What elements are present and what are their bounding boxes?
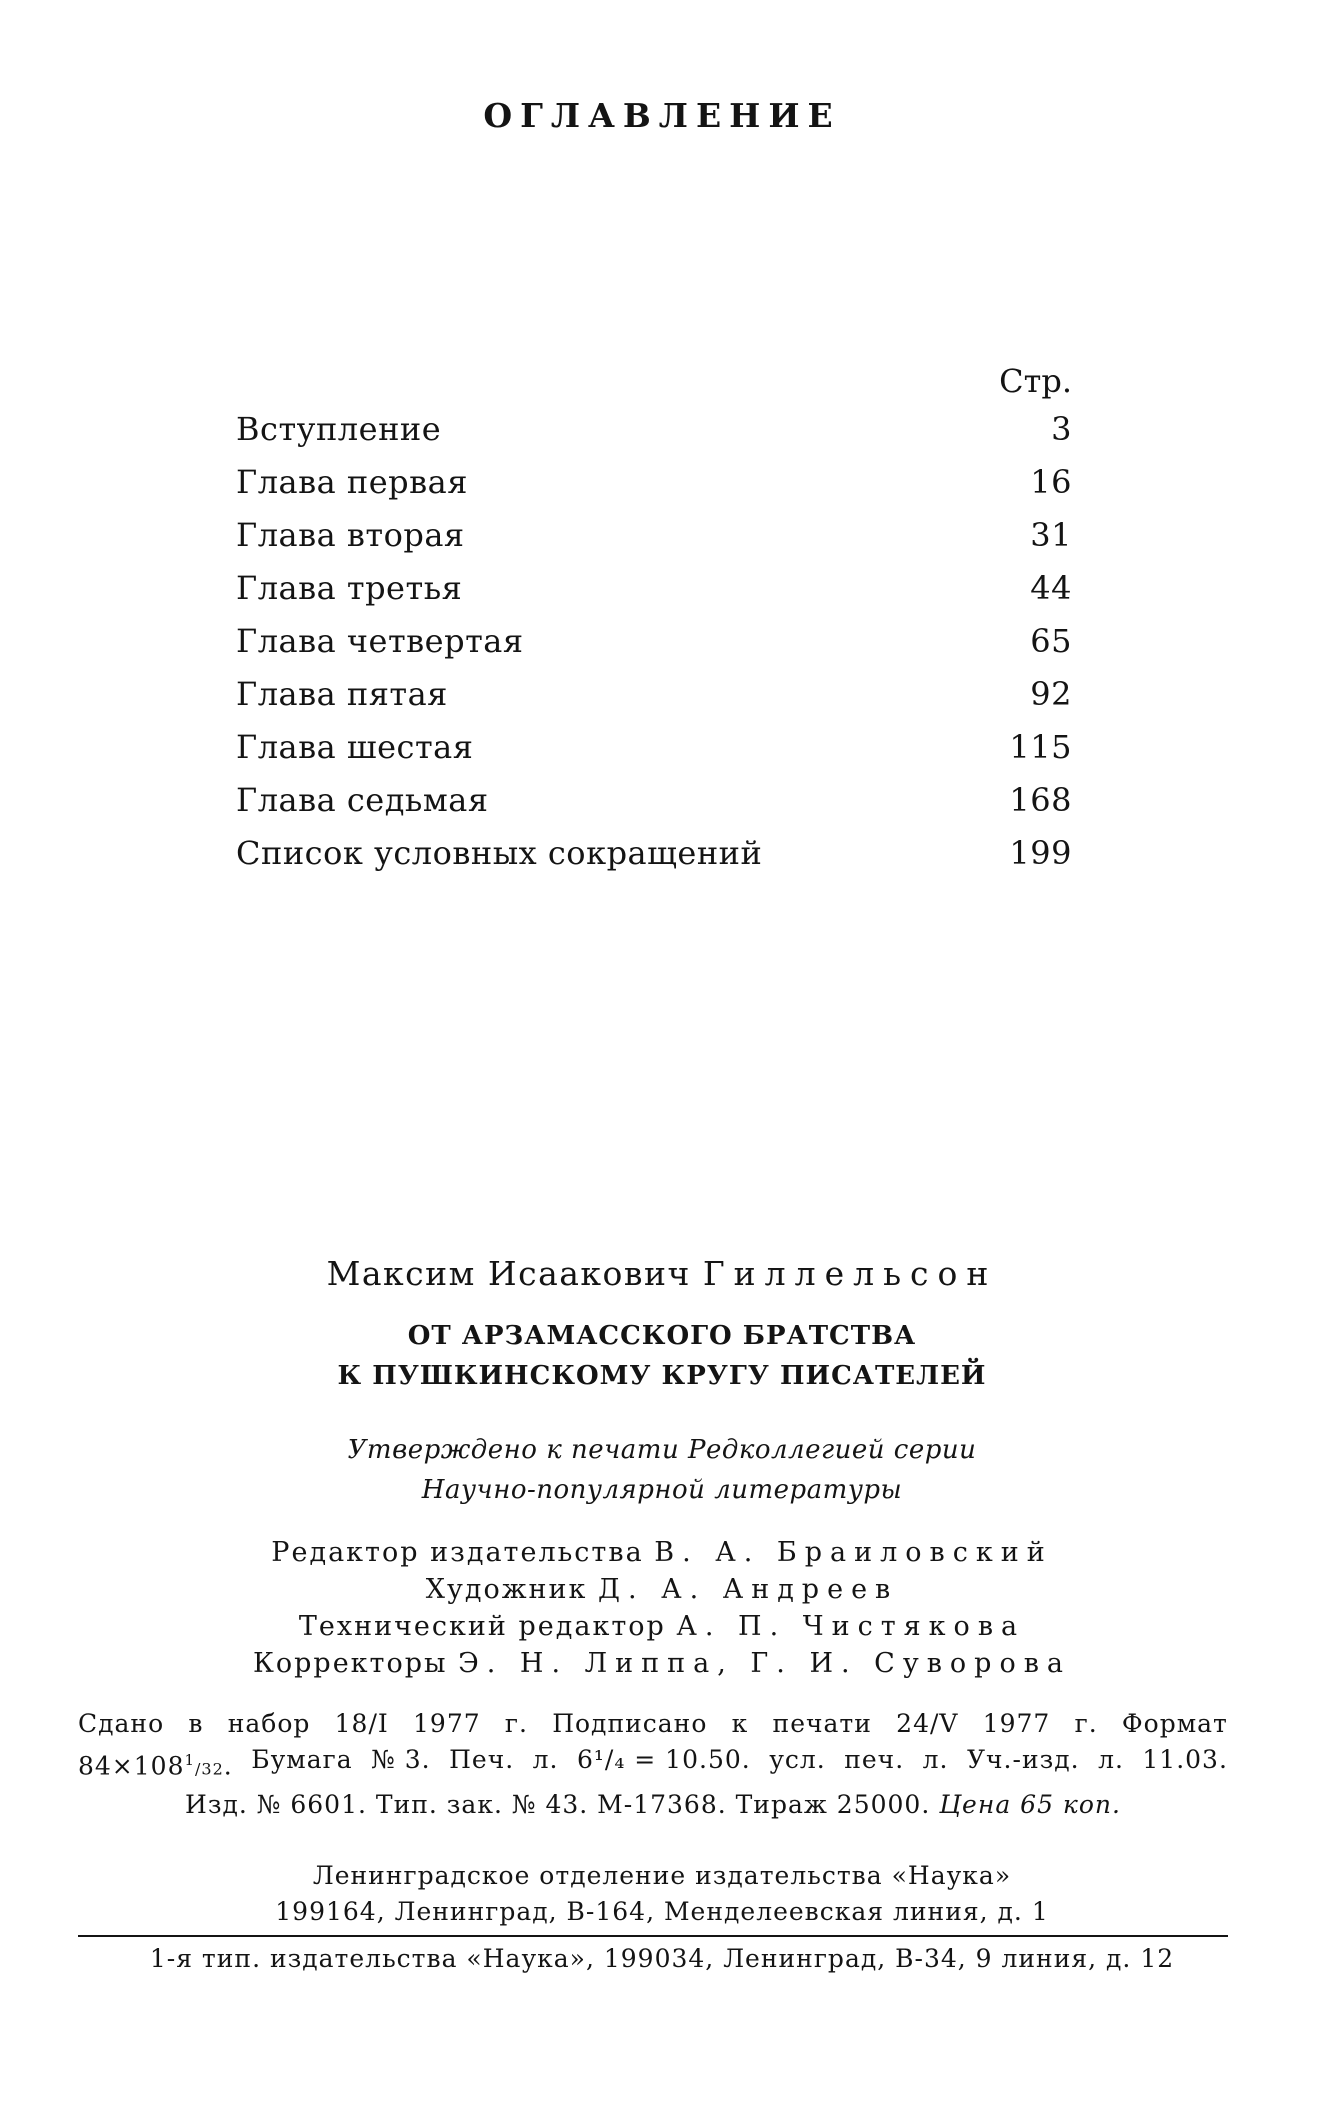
book-title-line: ОТ АРЗАМАССКОГО БРАТСТВА [407, 1321, 917, 1351]
imprint-format-sub: /32 [195, 1759, 224, 1779]
toc-entry [236, 834, 1072, 886]
imprint-word: № 3. [371, 1745, 431, 1774]
toc-entry-title: Глава пятая [236, 675, 448, 713]
imprint-word: печати [772, 1709, 872, 1738]
publisher-address: 199164, Ленинград, В-164, Менделеевская линия, д. 1 [275, 1897, 1049, 1926]
imprint-word: 18/I [334, 1709, 389, 1738]
credit-name: Э. Н. Липпа, Г. И. Суворова [458, 1648, 1072, 1679]
author-line [0, 1254, 1324, 1293]
imprint-format: $84\times 108^1/32$. [78, 1751, 233, 1781]
toc-entry-page: 16 [1030, 463, 1072, 501]
approval-line: Научно-популярной литературы [421, 1475, 903, 1505]
toc-entry [236, 728, 1072, 780]
imprint-word: Подписано [552, 1709, 708, 1738]
toc-entry-title: Глава седьмая [236, 781, 489, 819]
imprint-word: 11.03. [1142, 1745, 1228, 1774]
credit-name: В. А. Браиловский [654, 1537, 1053, 1568]
divider-rule [78, 1935, 1228, 1937]
toc-entry-title: Глава шестая [236, 728, 474, 766]
imprint-word: печ. [844, 1745, 905, 1774]
toc-entry-title: Глава вторая [236, 516, 465, 554]
book-title [0, 1316, 1324, 1396]
toc-entry-page: 92 [1030, 675, 1072, 713]
toc-entry-page: 199 [1009, 834, 1072, 872]
imprint-word: Печ. [449, 1745, 515, 1774]
imprint-format-sup: 1 [184, 1751, 196, 1769]
imprint-word: г. [504, 1709, 528, 1738]
imprint-block [78, 1706, 1228, 1823]
toc-entry [236, 410, 1072, 462]
imprint-line [78, 1742, 1228, 1787]
toc-entry [236, 675, 1072, 727]
toc-entry [236, 781, 1072, 833]
publisher-block [0, 1858, 1324, 1930]
imprint-word: л. [1098, 1745, 1124, 1774]
toc-entry-title: Список условных сокращений [236, 834, 763, 872]
imprint-word: 1977 [982, 1709, 1051, 1738]
imprint-word: г. [1074, 1709, 1098, 1738]
toc-heading: ОГЛАВЛЕНИЕ [483, 96, 841, 135]
imprint-word: Бумага [251, 1745, 353, 1774]
imprint-word: Формат [1121, 1709, 1228, 1738]
credit-role: Редактор издательства [271, 1537, 644, 1568]
imprint-word: л. [532, 1745, 559, 1774]
author-given-names: Максим Исаакович [326, 1254, 691, 1293]
imprint-word: 1977 [413, 1709, 481, 1738]
imprint-word: л. [922, 1745, 949, 1774]
toc-entry-title: Глава третья [236, 569, 463, 607]
toc-entry-title: Вступление [236, 410, 442, 448]
imprint-word: набор [227, 1709, 311, 1738]
imprint-price: Цена 65 коп. [939, 1790, 1121, 1820]
imprint-word: усл. [769, 1745, 826, 1774]
toc-entry [236, 569, 1072, 621]
toc-entry [236, 516, 1072, 568]
credit-editor [0, 1534, 1324, 1571]
toc-entry-page: 65 [1030, 622, 1072, 660]
toc-entry-page: 168 [1009, 781, 1072, 819]
imprint-word: 24/V [896, 1709, 959, 1738]
credit-proofreaders [0, 1645, 1324, 1682]
credit-name: Д. А. Андреев [598, 1574, 899, 1605]
credit-technical-editor [0, 1608, 1324, 1645]
credit-name: А. П. Чистякова [676, 1611, 1026, 1642]
imprint-word: Сдано [78, 1709, 165, 1738]
imprint-word: в [188, 1709, 204, 1738]
toc-entry-page: 115 [1009, 728, 1072, 766]
printer-line: 1-я тип. издательства «Наука», 199034, Ленинград, В-34, 9 линия, д. 12 [149, 1944, 1175, 1973]
approval-line: Утверждено к печати Редколлегией серии [347, 1435, 977, 1465]
credits-block [0, 1534, 1324, 1682]
imprint-format-base: 84×108 [78, 1751, 185, 1781]
imprint-word: 6¹/₄ = 10.50. [576, 1745, 751, 1774]
imprint-issue-data: Изд. № 6601. Тип. зак. № 43. М-17368. Тираж 25000. [185, 1790, 931, 1820]
toc-entry [236, 463, 1072, 515]
toc-entry-page: 3 [1051, 410, 1072, 448]
toc-entry [236, 622, 1072, 674]
book-title-line: К ПУШКИНСКОМУ КРУГУ ПИСАТЕЛЕЙ [337, 1361, 987, 1391]
credit-role: Корректоры [252, 1648, 448, 1679]
credit-role: Художник [425, 1574, 588, 1605]
toc-entry-page: 44 [1030, 569, 1072, 607]
approval-note [0, 1430, 1324, 1510]
credit-artist [0, 1571, 1324, 1608]
toc-page-column-header: Стр. [999, 362, 1072, 400]
toc-entry-title: Глава четвертая [236, 622, 524, 660]
toc-entry-title: Глава первая [236, 463, 468, 501]
imprint-word: Уч.-изд. [966, 1745, 1080, 1774]
publisher-name: Ленинградское отделение издательства «Наука» [312, 1861, 1012, 1890]
imprint-word: к [731, 1709, 749, 1738]
toc-entry-page: 31 [1030, 516, 1072, 554]
credit-role: Технический редактор [298, 1611, 666, 1642]
imprint-line [78, 1787, 1228, 1823]
imprint-line [78, 1706, 1228, 1742]
author-surname: Гиллельсон [702, 1254, 998, 1293]
